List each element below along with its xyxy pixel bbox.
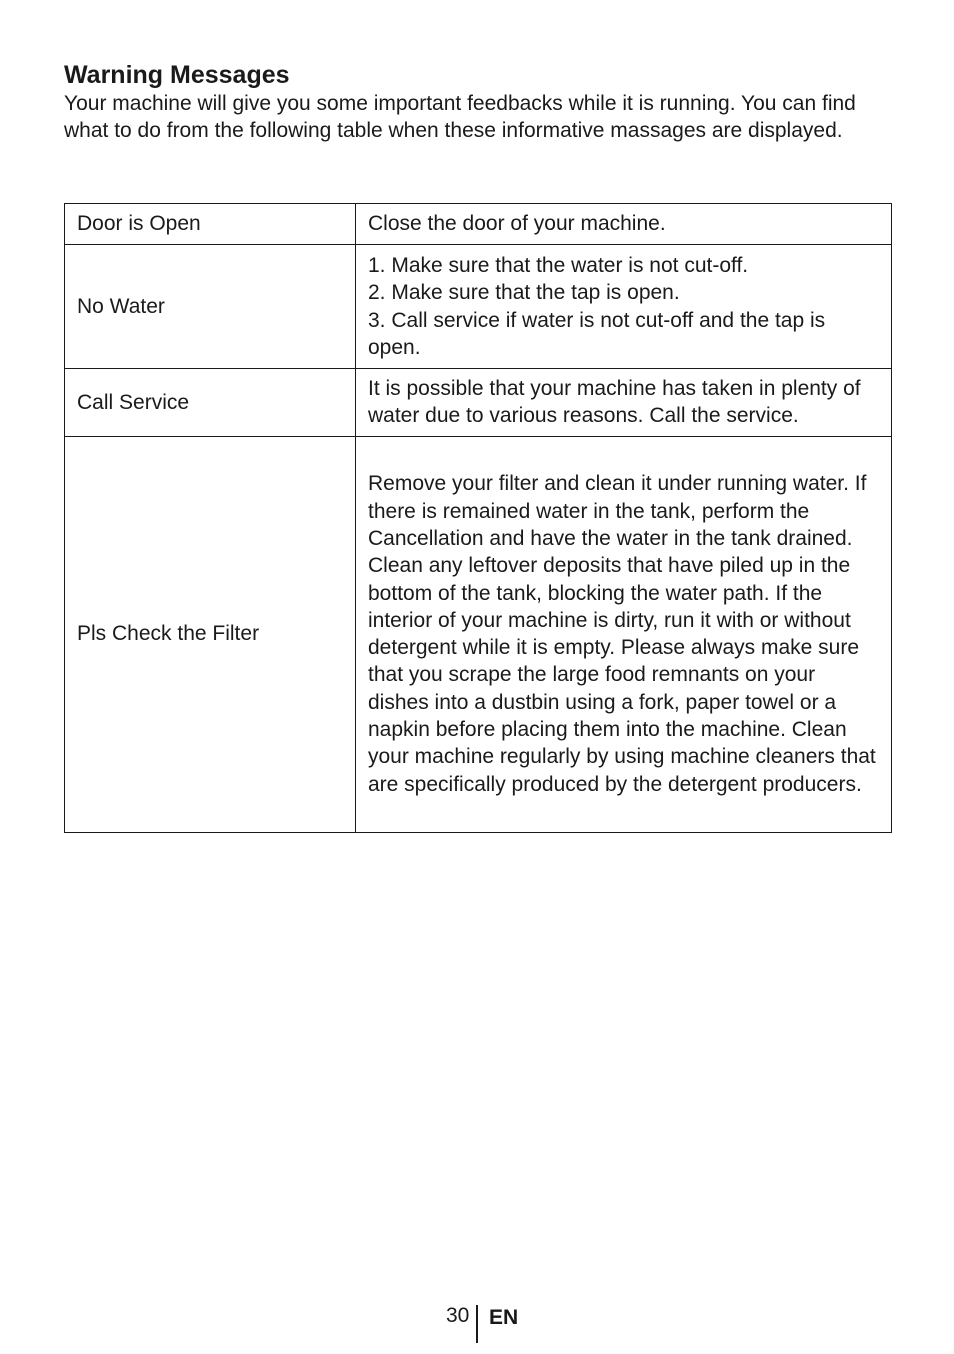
- table-row: [65, 245, 892, 369]
- warning-message-cell: No Water: [65, 245, 356, 369]
- page-title: Warning Messages: [64, 61, 290, 89]
- page-number: 30: [446, 1304, 470, 1327]
- warning-message-cell: Door is Open: [65, 204, 356, 245]
- table-row: [65, 369, 892, 437]
- language-code: EN: [489, 1306, 519, 1329]
- page-footer: [0, 1301, 954, 1343]
- action-cell: Close the door of your machine.: [356, 204, 892, 245]
- action-step: 2. Make sure that the tap is open.: [368, 281, 680, 305]
- action-cell: [356, 245, 892, 369]
- warning-message-cell: Pls Check the Filter: [65, 436, 356, 832]
- footer-divider: [476, 1305, 478, 1343]
- action-step: 3. Call service if water is not cut-off and the tap is open.: [368, 308, 826, 359]
- warning-messages-table: [64, 203, 892, 833]
- action-cell: Remove your filter and clean it under running water. If there is remained water in the tank, perform the Cancellation and have the water in the tank drained. Clean any leftover deposits that have piled up in the bottom of the tank, blocking the water path. If the interior of your machine is dirty, run it with or without detergent while it is empty. Please always make sure that you scrape the large food remnants on your dishes into a dustbin using a fork, paper towel or a napkin before placing them into the machine. Clean your machine regularly by using machine cleaners that are specifically produced by the detergent producers.: [356, 436, 892, 832]
- table-row: [65, 436, 892, 832]
- action-cell: It is possible that your machine has taken in plenty of water due to various reasons. Call the service.: [356, 369, 892, 437]
- warning-message-cell: Call Service: [65, 369, 356, 437]
- action-step: 1. Make sure that the water is not cut-off.: [368, 253, 749, 277]
- table-row: [65, 204, 892, 245]
- intro-paragraph: Your machine will give you some important feedbacks while it is running. You can find what to do from the following table when these informative massages are displayed.: [64, 92, 856, 143]
